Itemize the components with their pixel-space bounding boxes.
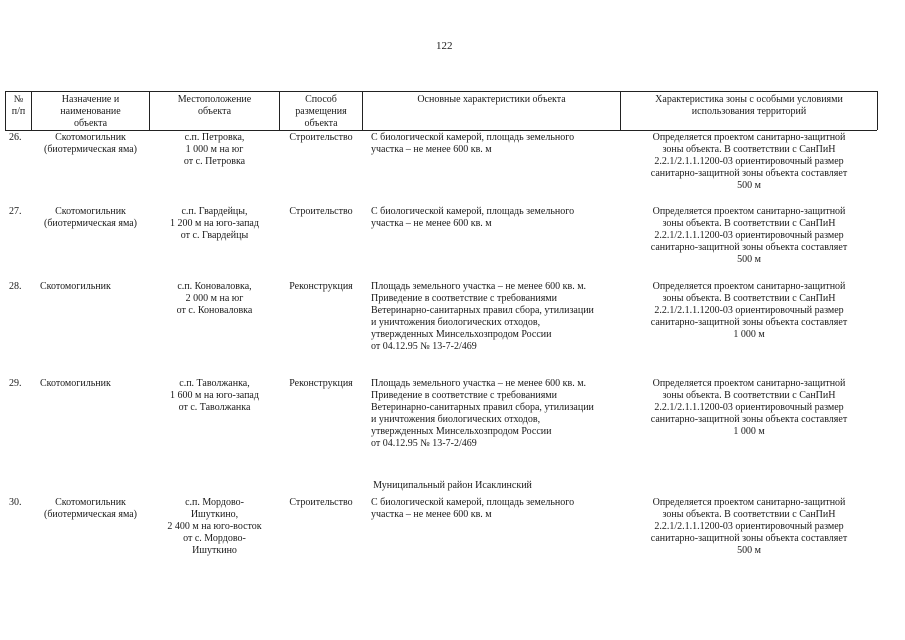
column-header-features: Основные характеристики объекта [417,94,566,105]
zone-description: Определяется проектом санитарно-защитной зоны объекта. В соответствии с СанПиН 2.2.1/2.1.1.1200-03 ориентировочный размер санитарно-защитной зоны объекта составляет 1 000 м [650,281,848,340]
object-name: Скотомогильник [40,378,111,389]
object-features: С биологической камерой, площадь земельного участка – не менее 600 кв. м [371,206,575,229]
zone-description: Определяется проектом санитарно-защитной зоны объекта. В соответствии с СанПиН 2.2.1/2.1.1.1200-03 ориентировочный размер санитарно-защитной зоны объекта составляет 500 м [650,206,848,265]
object-name: Скотомогильник (биотермическая яма) [43,206,137,229]
object-name: Скотомогильник [40,281,111,292]
object-location: с.п. Петровка, 1 000 м на юг от с. Петровка [183,132,246,167]
placement-method: Строительство [289,497,353,508]
object-features: Площадь земельного участка – не менее 600 кв. м. Приведение в соответствие с требованиями Ветеринарно-санитарных правил сбора, утилизации и уничтожения биологических отходов, утвержденных Минсельхозпродом России от 04.12.95 № 13-7-2/469 [371,378,594,449]
object-location: с.п. Гвардейцы, 1 200 м на юго-запад от с. Гвардейцы [170,206,259,241]
column-header-method: Способ размещения объекта [295,94,347,129]
object-features: С биологической камерой, площадь земельного участка – не менее 600 кв. м [371,497,575,520]
object-location: с.п. Коноваловка, 2 000 м на юг от с. Коноваловка [176,281,253,316]
zone-description: Определяется проектом санитарно-защитной зоны объекта. В соответствии с СанПиН 2.2.1/2.1.1.1200-03 ориентировочный размер санитарно-защитной зоны объекта составляет 500 м [650,132,848,191]
district-heading: Муниципальный район Исаклинский [373,480,532,491]
header-bottom-border [5,130,877,131]
column-header-name: Назначение и наименование объекта [60,94,121,129]
row-number: 29. [9,378,22,389]
row-number: 27. [9,206,22,217]
placement-method: Реконструкция [289,281,353,292]
page-number: 122 [436,40,453,52]
column-header-location: Местоположение объекта [177,94,252,117]
object-features: С биологической камерой, площадь земельного участка – не менее 600 кв. м [371,132,575,155]
row-number: 26. [9,132,22,143]
placement-method: Строительство [289,206,353,217]
column-header-number: № п/п [11,94,26,117]
row-number: 30. [9,497,22,508]
placement-method: Реконструкция [289,378,353,389]
column-header-zone: Характеристика зоны с особыми условиями использования территорий [655,94,843,117]
row-number: 28. [9,281,22,292]
object-name: Скотомогильник (биотермическая яма) [43,132,137,155]
object-features: Площадь земельного участка – не менее 600 кв. м. Приведение в соответствие с требованиями Ветеринарно-санитарных правил сбора, утилизации и уничтожения биологических отходов, утвержденных Минсельхозпродом России от 04.12.95 № 13-7-2/469 [371,281,594,352]
header-top-border [5,91,877,92]
placement-method: Строительство [289,132,353,143]
object-location: с.п. Таволжанка, 1 600 м на юго-запад от с. Таволжанка [170,378,259,413]
zone-description: Определяется проектом санитарно-защитной зоны объекта. В соответствии с СанПиН 2.2.1/2.1.1.1200-03 ориентировочный размер санитарно-защитной зоны объекта составляет 500 м [650,497,848,556]
zone-description: Определяется проектом санитарно-защитной зоны объекта. В соответствии с СанПиН 2.2.1/2.1.1.1200-03 ориентировочный размер санитарно-защитной зоны объекта составляет 1 000 м [650,378,848,437]
object-location: с.п. Мордово- Ишуткино, 2 400 м на юго-восток от с. Мордово- Ишуткино [167,497,262,556]
header-divider [877,91,878,130]
object-name: Скотомогильник (биотермическая яма) [43,497,137,520]
